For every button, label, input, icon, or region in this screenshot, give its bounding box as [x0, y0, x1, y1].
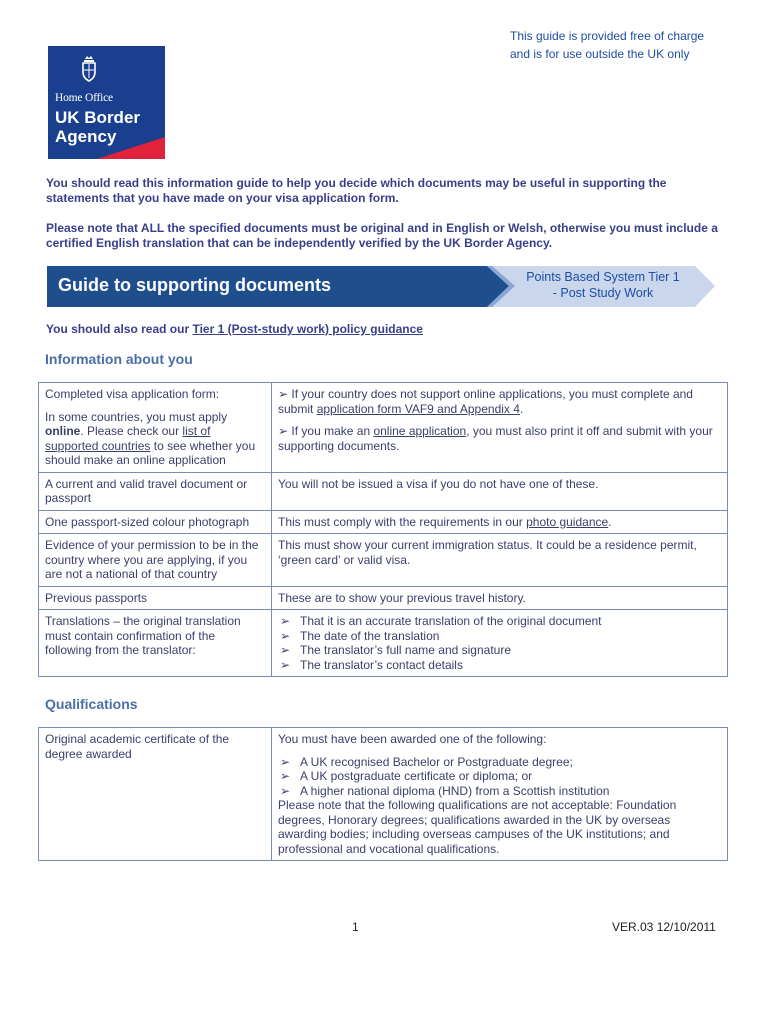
application-form-link[interactable]: application form VAF9 and Appendix 4	[316, 401, 520, 416]
row-label: Evidence of your permission to be in the country where you are applying, if you are not a national of that country	[39, 534, 272, 587]
list-item-text: A UK recognised Bachelor or Postgraduate degree;	[300, 754, 573, 769]
arrow-bullet-icon: ➢	[278, 424, 289, 438]
row-label: A current and valid travel document or passport	[39, 472, 272, 510]
text-fragment: .	[519, 401, 524, 416]
qualification-intro: You must have been awarded one of the following:	[278, 732, 547, 746]
row-detail: You will not be issued a visa if you do not have one of these.	[272, 472, 728, 510]
guide-banner	[47, 266, 715, 307]
policy-guidance-link[interactable]: Tier 1 (Post-study work) policy guidance	[192, 322, 423, 336]
text-fragment: to see whether you should make an online application	[45, 438, 256, 467]
note-line-2: and is for use outside the UK only	[510, 47, 690, 61]
text-fragment: .	[608, 514, 612, 529]
online-application-link[interactable]: online application	[373, 424, 467, 438]
table-row	[39, 472, 728, 510]
banner-subtitle-line-2: - Post Study Work	[552, 286, 654, 300]
arrow-bullet-icon: ➢	[280, 628, 291, 643]
section-heading-qualifications: Qualifications	[45, 696, 138, 712]
text-fragment: In some countries, you must apply	[45, 409, 228, 424]
intro-paragraph-1: You should read this information guide to help you decide which documents may be useful in supporting the statements that you have made on your visa application form.	[46, 176, 667, 205]
logo-red-stripe	[97, 137, 165, 159]
row-label: Original academic certificate of the degree awarded	[39, 728, 272, 861]
version-label: VER.03 12/10/2011	[612, 920, 716, 934]
list-item-text: A UK postgraduate certificate or diploma; or	[300, 769, 533, 783]
list-item	[278, 769, 721, 784]
online-application-note	[278, 424, 721, 453]
banner-subtitle	[513, 269, 693, 301]
table-row	[39, 728, 728, 861]
list-item-text: A higher national diploma (HND) from a Scottish institution	[300, 783, 610, 798]
list-item	[278, 784, 721, 799]
row-detail	[272, 610, 728, 677]
arrow-bullet-icon: ➢	[280, 769, 291, 783]
row-label	[39, 383, 272, 473]
banner-subtitle-line-1: Points Based System Tier 1	[526, 270, 680, 284]
row-detail	[272, 510, 728, 534]
list-item	[278, 755, 721, 770]
section-heading-information-about-you: Information about you	[45, 351, 193, 367]
row-label: One passport-sized colour photograph	[39, 510, 272, 534]
online-apply-note	[45, 410, 265, 468]
logo-line-1: UK Border	[55, 108, 141, 127]
table-row	[39, 534, 728, 587]
royal-crest-icon	[79, 56, 99, 82]
row-detail: This must show your current immigration status. It could be a residence permit, ‘green card’ or valid visa.	[272, 534, 728, 587]
list-item-text: The translator’s full name and signature	[300, 643, 512, 657]
list-item-text: That it is an accurate translation of the original document	[300, 614, 602, 628]
text-fragment: , you must also print it off and submit with your supporting documents.	[278, 424, 713, 453]
visa-form-label: Completed visa application form:	[45, 387, 220, 401]
list-item-text: The date of the translation	[300, 628, 440, 643]
acceptable-qualifications-list	[278, 755, 721, 799]
list-item	[278, 629, 721, 644]
page-number: 1	[352, 920, 359, 934]
arrow-bullet-icon: ➢	[280, 783, 291, 798]
table-row	[39, 610, 728, 677]
intro-paragraph-2: Please note that ALL the specified documents must be original and in English or Welsh, otherwise you must include a certified English translation that can be independently verified by the UK Border Agency.	[46, 221, 718, 250]
photo-guidance-link[interactable]: photo guidance	[526, 514, 609, 529]
supported-countries-link[interactable]: list of supported countries	[45, 424, 211, 453]
text-fragment: If you make an	[291, 424, 374, 438]
row-detail	[272, 728, 728, 861]
home-office-label: Home Office	[55, 92, 113, 104]
also-read-prefix: You should also read our	[46, 322, 193, 336]
table-row	[39, 510, 728, 534]
logo-line-2: Agency	[55, 127, 117, 146]
paper-application-note	[278, 387, 721, 416]
row-detail	[272, 383, 728, 473]
arrow-bullet-icon: ➢	[280, 657, 291, 672]
table-row	[39, 383, 728, 473]
free-of-charge-note	[510, 27, 750, 63]
also-read-line	[46, 322, 423, 336]
online-emphasis: online	[45, 424, 81, 438]
translation-requirements-list	[278, 614, 721, 672]
not-acceptable-note: Please note that the following qualifications are not acceptable: Foundation degrees, Honorary degrees; qualifications awarded in the UK by overseas awarding bodies; including overseas campuses of the UK institutions; and professional and vocational qualifications.	[278, 798, 677, 856]
arrow-bullet-icon: ➢	[280, 754, 291, 769]
text-fragment: . Please check our	[80, 424, 183, 438]
arrow-bullet-icon: ➢	[280, 614, 291, 628]
information-about-you-table	[38, 382, 728, 677]
text-fragment: If your country does not support online applications, you must complete and submit	[278, 387, 693, 416]
list-item	[278, 614, 721, 629]
uk-border-agency-logo	[48, 46, 165, 159]
arrow-bullet-icon: ➢	[280, 643, 291, 657]
qualifications-table	[38, 727, 728, 861]
table-row	[39, 586, 728, 610]
row-label: Translations – the original translation must contain confirmation of the following from the translator:	[39, 610, 272, 677]
row-label: Previous passports	[39, 586, 272, 610]
row-detail: These are to show your previous travel history.	[272, 586, 728, 610]
note-line-1: This guide is provided free of charge	[510, 29, 705, 43]
text-fragment: This must comply with the requirements in our	[278, 514, 527, 529]
banner-title: Guide to supporting documents	[58, 275, 331, 295]
list-item	[278, 643, 721, 658]
arrow-bullet-icon: ➢	[278, 387, 289, 401]
list-item	[278, 658, 721, 673]
list-item-text: The translator’s contact details	[300, 657, 463, 672]
